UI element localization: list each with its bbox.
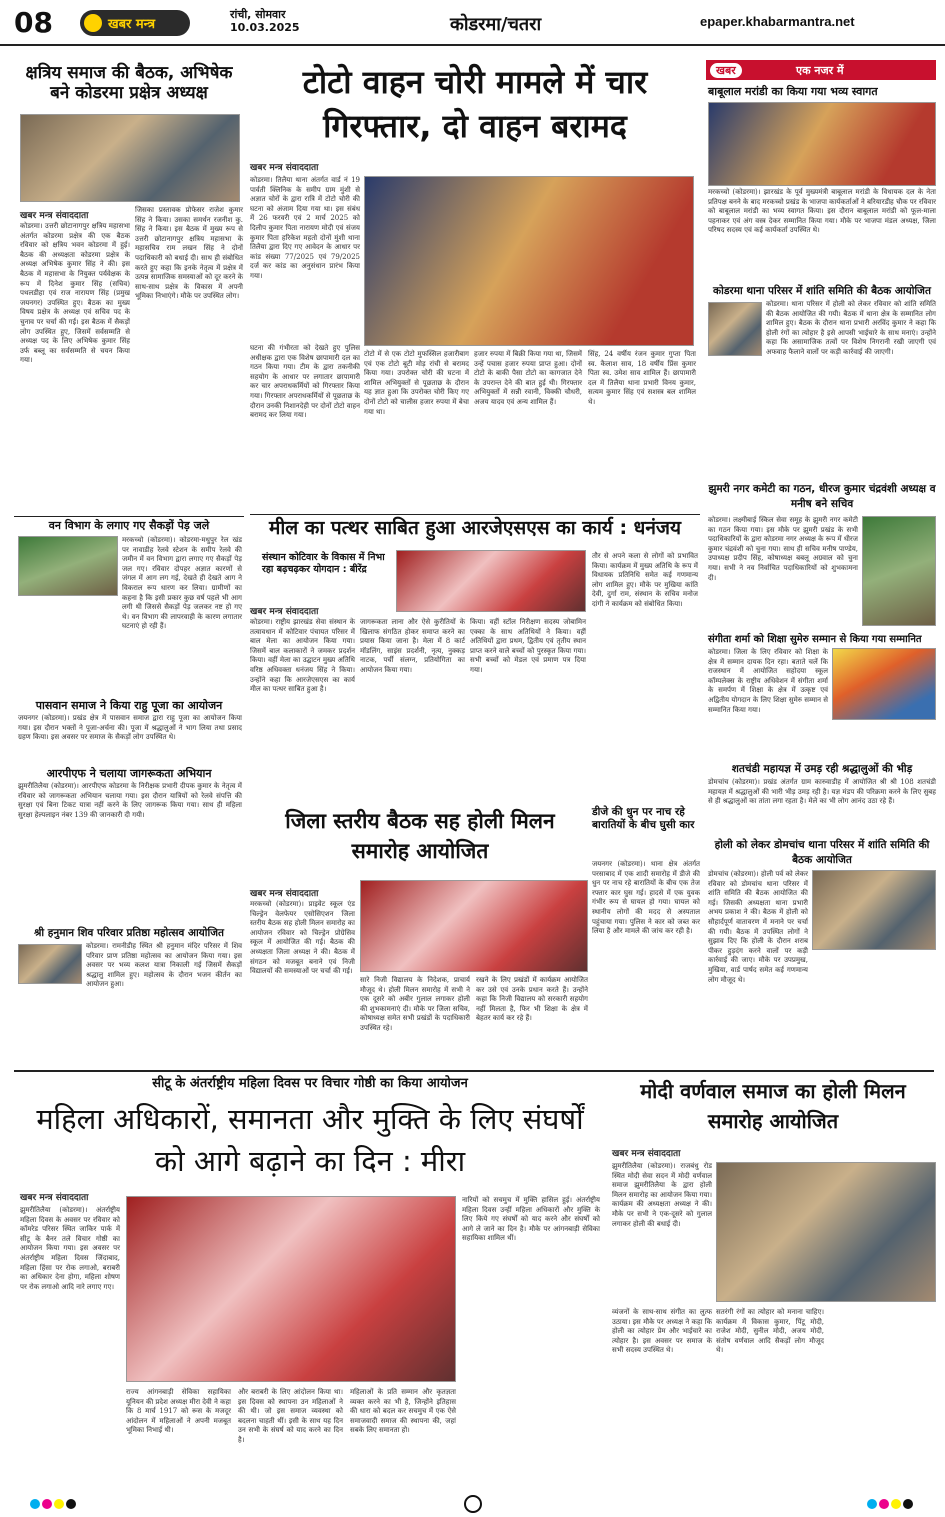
sangeeta-photo: [832, 648, 936, 720]
modi-body-2: व्यंजनों के साथ-साथ संगीत का लुत्फ उठाया। इस मौके पर अध्यक्ष ने कहा कि होली का त्योहार प्रेम और भाईचारे का त्योहार है। इस अवसर पर समाज के सभी सदस्य उपस्थित थे।: [612, 1308, 712, 1355]
milpathar-photo: [396, 550, 586, 612]
mahila-body-5: नारियों को सचमुच में मुक्ति हासिल हुई। अंतर्राष्ट्रीय महिला दिवस उन्हीं महिला अधिकारों और मुक्ति के लिए किये गए संघर्षों को याद करने और संघर्षों को आगे ले जाने का दिन है। मौके पर आंगनबाड़ी सेविका सहायिका शामिल थीं।: [462, 1196, 600, 1243]
mahila-body-1: झुमरीतिलैया (कोडरमा)। अंतर्राष्ट्रीय महिला दिवस के अवसर पर रविवार को कॉमरेड परिसर स्थित जाकिर पार्क में सीटू के बैनर तले विचार गोष्ठी का आयोजन किया गया। इस अवसर पर अंतर्राष्ट्रीय महिला दिवस जिंदाबाद, महिला हिंसा पर रोक लगाओ, बराबरी का अधिकार देना होगा, महिला शोषण पर रोक लगाओ आदि नारे लगाए गए।: [20, 1206, 120, 1291]
babulal-headline: बाबूलाल मरांडी का किया गया भव्य स्वागत: [708, 85, 878, 98]
brand-icon: [84, 14, 102, 32]
mahila-photo: [126, 1196, 456, 1382]
yellow-dot: [891, 1499, 901, 1509]
dj-body: जयनगर (कोडरमा)। थाना क्षेत्र अंतर्गत परसाबाद में एक शादी समारोह में डीजे की धुन पर नाच रहे बारातियों के बीच एक तेज रफ्तार कार घुस गई। हादसे में एक युवक गंभीर रूप से घायल हो गया। घायल को स्थानीय लोगों की मदद से अस्पताल पहुंचाया गया। पुलिस ने कार को जब्त कर लिया है और मामले की जांच कर रही है।: [592, 860, 700, 936]
holi-domchanch-photo: [812, 870, 936, 950]
color-bar-left: [30, 1494, 78, 1513]
holimilan-body-2: सारे निजी विद्यालय के निदेशक, प्राचार्य मौजूद थे। होली मिलन समारोह में सभी ने एक दूसरे को अबीर गुलाल लगाकर होली की शुभकामनाएं दी। मौके पर जिला सचिव, कोषाध्यक्ष समेत सभी प्रखंडों के पदाधिकारी उपस्थित रहे।: [360, 976, 470, 1032]
main-body-1: कोडरमा। तिलैया थाना अंतर्गत वार्ड नं 19 पार्वती क्लिनिक के समीप ग्राम मुंशी से अज्ञात चोरों के द्वारा रात्रि में टोटो चोरी की घटना को अंजाम दिया गया था। इस संबंध में 26 फरवरी एवं 2 मार्च 2025 को दिलीप कुमार पिता नारायण मोदी एवं संजय कुमार पिता हरिकेश महतो दोनों मुंशी थाना तिलैया द्वारा दिए गए आवेदन के आधार पर कांड संख्या 77/2025 एवं 79/2025 दर्ज कर कांड का अनुसंधान प्रारंभ किया गया।: [250, 176, 360, 280]
modi-headline: मोदी वर्णवाल समाज का होली मिलन समारोह आयोजित: [640, 1079, 906, 1133]
holimilan-body-3: रखने के लिए प्रखंडों में कार्यक्रम आयोजित कर उसे एवं उनके प्रधान करते हैं। उन्होंने कहा कि निजी विद्यालय को सरकारी सहयोग नहीं मिलता है, फिर भी शिक्षा के क्षेत्र में बेहतर कार्य कर रहे हैं।: [476, 976, 588, 1023]
shatchandi-headline: शतचंडी महायज्ञ में उमड़ रही श्रद्धालुओं की भीड़: [731, 763, 913, 775]
shatchandi-body: डोमचांच (कोडरमा)। प्रखंड अंतर्गत ग्राम कारुवाडीह में आयोजित श्री श्री 108 शतचंडी महायज्ञ में श्रद्धालुओं की भारी भीड़ उमड़ रही है। यज्ञ मंडप की परिक्रमा करने के लिए सुबह से ही श्रद्धालुओं का तांता लगा रहता है। मेले का भी लोग आनंद उठा रहे हैं।: [708, 778, 936, 806]
shanti-photo: [708, 302, 762, 356]
jhumri-headline: झुमरी नगर कमेटी का गठन, धीरज कुमार चंद्रवंशी अध्यक्ष व मनीष बने सचिव: [708, 483, 936, 510]
dj-headline: डीजे की धुन पर नाच रहे बारातियों के बीच घुसी कार: [592, 806, 695, 831]
milpathar-headline: मील का पत्थर साबित हुआ आरजेएसएस का कार्य : धनंजय: [268, 517, 682, 539]
milpathar-body-1: कोडरमा। राष्ट्रीय झारखंड सेवा संस्थान के तत्वावधान में कोटिवार पंचायत परिसर में बाल मेला का आयोजन किया गया। जिसमें बाल कलाकारों ने जमकर प्रदर्शन किया। वहीं मेला का उद्घाटन मुख्य अतिथि वरिष्ठ अधिवक्ता धनंजय सिंह ने किया। उन्होंने कहा कि आरजेएसएस का कार्य मील का पत्थर साबित हुआ है।: [250, 618, 355, 694]
rahu-body: जयनगर (कोडरमा)। प्रखंड क्षेत्र में पासवान समाज द्वारा राहु पूजा का आयोजन किया गया। इस दौरान भक्तों ने पूजा-अर्चना की। पूजा में श्रद्धालुओं ने भाग लिया तथा प्रसाद ग्रहण किया। इस अवसर पर समाज के सैकड़ों लोग उपस्थित थे।: [18, 714, 242, 742]
magenta-dot: [42, 1499, 52, 1509]
mahila-body-3: और बराबरी के लिए आंदोलन किया था। इस दिवस को स्थापना उन महिलाओं ने की थी। जो इस समाज व्यवस्था को बदलना चाहती थीं। इसी के साथ यह दिन उन सभी के संघर्ष को याद करने का दिन है।: [238, 1388, 343, 1444]
jhumri-body: कोडरमा। लक्ष्मीबाई स्किल सेवा समूह के झुमरी नगर कमेटी का गठन किया गया। इस मौके पर झुमरी प्रखंड के सभी पदाधिकारियों के द्वारा कोडरमा नगर अध्यक्ष के रूप में धीरज कुमार चंद्रवंशी को चुना गया। साथ ही सचिव मनीष पाण्डेय, उपाध्यक्ष प्रदीप सिंह, कोषाध्यक्ष बबलू अग्रवाल को चुना गया। सभी ने नव निर्वाचित पदाधिकारियों को शुभकामना दी।: [708, 516, 858, 582]
modi-body-1: झुमरीतिलैया (कोडरमा)। राजबंधु रोड स्थित मोदी सेवा सदन में मोदी वर्णवाल समाज झुमरीतिलैया के द्वारा होली मिलन समारोह का आयोजन किया गया। कार्यक्रम की अध्यक्षता अध्यक्ष ने की। मौके पर सभी ने एक-दूसरे को गुलाल लगाकर होली की बधाई दी।: [612, 1162, 712, 1228]
bottom-divider: [14, 1070, 934, 1072]
sangeeta-headline: संगीता शर्मा को शिक्षा सुमेरु सम्मान से किया गया सम्मानित: [708, 634, 922, 645]
milpathar-body-4: तौर से अपने कला से लोगों को प्रभावित किया। कार्यक्रम में मुख्य अतिथि के रूप में विधायक प्रतिनिधि समेत कई गणमान्य लोग शामिल हुए। मौके पर मुखिया कांति देवी, दुर्गा राम, संस्थान के सचिव मनोज दांगी ने कार्यक्रम को संबोधित किया।: [592, 552, 698, 608]
tree-body: मरकच्चो (कोडरमा)। कोडरमा-मधुपुर रेल खंड पर नावाडीह रेलवे स्टेशन के समीप रेलवे की जमीन में वन विभाग द्वारा लगाए गए सैकड़ों पेड़ जल गए। रविवार दोपहर अज्ञात कारणों से जंगल में आग लग गई, देखते ही देखते आग ने विकराल रूप धारण कर लिया। ग्रामीणों का कहना है कि इसी प्रकार कुछ वर्ष पहले भी आग लगी थी जिससे सैकड़ों पेड़ जलकर नष्ट हो गए थे। वन विभाग की लापरवाही के कारण लगातार घटनाएं हो रही हैं।: [122, 536, 242, 631]
milpathar-body-3: किया। वहीं स्टॉल निरीक्षण सदस्य जोबामिन एक्का के साथ अतिथियों ने किया। वहीं अतिथियों द्वारा प्रथम, द्वितीय एवं तृतीय स्थान प्राप्त करने वाले बच्चों को पुरस्कृत किया गया। सभी बच्चों को मेडल एवं प्रमाण पत्र दिया गया।: [470, 618, 586, 674]
cyan-dot: [867, 1499, 877, 1509]
rahu-headline: पासवान समाज ने किया राहु पूजा का आयोजन: [35, 699, 223, 712]
hanuman-body: कोडरमा। रामनीडीह स्थित श्री हनुमान मंदिर परिसर में शिव परिवार प्राण प्रतिष्ठा महोत्सव का आयोजन किया गया। इस अवसर पर भव्य कलश यात्रा निकाली गई जिसमें सैकड़ों श्रद्धालु शामिल हुए। महोत्सव के दौरान भजन कीर्तन का आयोजन हुआ।: [86, 942, 242, 989]
color-bar-right: [867, 1494, 915, 1513]
magenta-dot: [879, 1499, 889, 1509]
shanti-body: कोडरमा। थाना परिसर में होली को लेकर रविवार को शांति समिति की बैठक आयोजित की गयी। बैठक में थाना क्षेत्र के सम्मानित लोग शामिल हुए। बैठक के दौरान थाना प्रभारी अरविंद कुमार ने कहा कि होली रंगों का त्योहार है इसे आपसी भाईचारे के साथ मनाएं। उन्होंने कहा कि असामाजिक तत्वों पर विशेष निगरानी रखी जाएगी एवं अफवाह फैलाने वालों पर कड़ी कार्रवाई की जाएगी।: [766, 300, 936, 356]
jhumri-photo: [862, 516, 936, 626]
milpathar-byline: खबर मन्त्र संवाददाता: [250, 607, 319, 617]
main-photo: [364, 176, 694, 346]
yellow-dot: [54, 1499, 64, 1509]
page-number: 08: [14, 6, 53, 39]
holimilan-headline: जिला स्तरीय बैठक सह होली मिलन समारोह आयोजित: [285, 809, 555, 863]
kshatriya-headline: क्षत्रिय समाज की बैठक, अभिषेक बने कोडरमा प्रक्षेत्र अध्यक्ष: [25, 63, 233, 103]
brand-name: खबर मन्त्र: [108, 17, 156, 32]
epaper-url[interactable]: epaper.khabarmantra.net: [700, 14, 855, 29]
holi-domchanch-headline: होली को लेकर डोमचांच थाना परिसर में शांति समिति की बैठक आयोजित: [714, 839, 930, 866]
babulal-body: मरकच्चो (कोडरमा)। झारखंड के पूर्व मुख्यमंत्री बाबूलाल मरांडी के विधायक दल के नेता प्रतिपक्ष बनने के बाद मरकच्चो प्रखंड के भाजपा कार्यकर्ताओं ने बरियारडीह चौक पर रविवार को बाबूलाल मरांडी का भव्य स्वागत किया। इस दौरान बाबूलाल मरांडी को फूल-माला पहनाकर एवं अंग वस्त्र देकर सम्मानित किया गया। मौके पर भाजपा मंडल अध्यक्ष, जिला परिषद सदस्य एवं कई कार्यकर्ता उपस्थित थे।: [708, 188, 937, 235]
main-body-4: हजार रुपया में बिक्री किया गया था, जिसमें उन्हें पचास हजार रुपया प्राप्त हुआ। दोनों टोटो के बाकी पैसा टोटो का कागजात देने के उपरान्त देने की बात हुई थी। गिरफ्तार अभियुक्तों में सन्नी रवानी, विक्की चौधरी, अजय यादव एवं अन्य शामिल हैं।: [474, 350, 582, 406]
city-day: रांची, सोमवार: [230, 8, 286, 21]
registration-mark-icon: [464, 1495, 482, 1513]
page-footer: [0, 1490, 945, 1517]
mahila-headline: महिला अधिकारों, समानता और मुक्ति के लिए संघर्षों को आगे बढ़ाने का दिन : मीरा: [36, 1102, 584, 1178]
shanti-headline: कोडरमा थाना परिसर में शांति समिति की बैठक आयोजित: [713, 285, 931, 297]
tree-headline: वन विभाग के लगाए गए सैकड़ों पेड़ जले: [48, 519, 210, 532]
section-title: कोडरमा/चतरा: [450, 14, 542, 35]
holi-domchanch-body: डोमचांच (कोडरमा)। होली पर्व को लेकर रविवार को डोमचांच थाना परिसर में शांति समिति की बैठक आयोजित की गई। जिसकी अध्यक्षता थाना प्रभारी अभय प्रकाश ने की। बैठक में होली को सौहार्दपूर्ण वातावरण में मनाने पर चर्चा की गयी। बैठक में उपस्थित लोगों ने सुझाव दिए कि होली के दौरान शराब पीकर हुड़दंग करने वालों पर कड़ी कार्रवाई की जाए। मौके पर उपप्रमुख, मुखिया, वार्ड पार्षद समेत कई गणमान्य लोग मौजूद थे।: [708, 870, 808, 984]
brand-logo: [80, 10, 190, 36]
ek-nazar-bar: [706, 60, 936, 80]
page-header: [0, 0, 945, 46]
mahila-body-2: राज्य आंगनबाड़ी सेविका सहायिका यूनियन की प्रदेश अध्यक्ष मीरा देवी ने कहा कि 8 मार्च 1917 को रूस के मजदूर आंदोलन में महिलाओं ने अपनी मजबूत भूमिका निभाई थी।: [126, 1388, 231, 1435]
kshatriya-photo: [20, 114, 240, 202]
modi-byline: खबर मन्त्र संवाददाता: [612, 1149, 681, 1159]
milpathar-pull: संस्थान कोटिवार के विकास में निभा रहा बढ़चढ़कर योगदान : बीरेंद्र: [262, 552, 385, 575]
ek-nazar-label-left: खबर: [710, 63, 742, 78]
kshatriya-body-2: जिसका प्रस्तावक प्रोफेसर राजेश कुमार सिंह ने किया। उसका समर्थन रजनीश कु. सिंह ने किया। इस बैठक में मुख्य रूप से उत्तरी छोटानागपुर क्षत्रिय महासभा के महासचिव राम लखन सिंह ने दोनों पदाधिकारी को बधाई दी। साथ ही संबोधित करते हुए कहा कि इनके नेतृत्व में प्रक्षेत्र में उत्पन्न सामाजिक समस्याओं को दूर करने के साथ-साथ प्रक्षेत्र के विकास में अपनी भूमिका निभाएंगे। मौके पर उपस्थित लोग।: [135, 206, 243, 301]
left-divider-1: [14, 516, 244, 517]
sangeeta-body: कोडरमा। जिला के लिए रविवार को शिक्षा के क्षेत्र में सम्मान दायक दिन रहा। बताते चलें कि राजस्थान में आयोजित सहोदया स्कूल कॉम्पलेक्स के राष्ट्रीय अधिवेशन में संगीता शर्मा के समर्पण में शिक्षा के क्षेत्र में उत्कृष्ट एवं अद्वितीय योगदान के लिए शिक्षा सुमेरु सम्मान से सम्मानित किया गया।: [708, 648, 828, 714]
milpathar-body-2: जागरूकता लाना और ऐसे कुरीतियों के खिलाफ संगठित होकर समाप्त करने का प्रयास किया जाना है। मेला में 8 कार्ट मॉडलिंग, साइंस प्रदर्शनी, नृत्य, नुक्कड़ नाटक, पर्ची संलग्न, प्रतियोगिता का आयोजन किया गया।: [360, 618, 465, 674]
modi-photo: [716, 1162, 936, 1302]
abhiyan-headline: आरपीएफ ने चलाया जागरूकता अभियान: [46, 767, 212, 780]
abhiyan-body: झुमरीतिलैया (कोडरमा)। आरपीएफ कोडरमा के निरीक्षक प्रभारी दीपक कुमार के नेतृत्व में रविवार को जागरूकता अभियान चलाया गया। इस दौरान यात्रियों को रेलवे संपत्ति की सुरक्षा एवं बिना टिकट यात्रा नहीं करने के लिए जागरूक किया गया। साथ ही महिला सुरक्षा हेल्पलाइन नंबर 139 की जानकारी दी गयी।: [18, 782, 242, 819]
date: 10.03.2025: [230, 21, 300, 34]
cyan-dot: [30, 1499, 40, 1509]
babulal-photo: [708, 102, 936, 186]
mahila-body-4: महिलाओं के प्रति सम्मान और कृतज्ञता व्यक्त करने का भी है, जिन्होंने इतिहास की धारा को बदल कर सचमुच में एक ऐसे समाजवादी समाज की स्थापना की, जहां सबके लिए समानता हो।: [350, 1388, 456, 1435]
main-body-2: घटना की गंभीरता को देखते हुए पुलिस अधीक्षक द्वारा एक विशेष छापामारी दल का गठन किया गया। टीम के द्वारा तकनीकी सहयोग के आधार पर लगातार छापामारी कर चार अपराधकर्मियों को गिरफ्तार किया गया। गिरफ्तार अपराधकर्मियों से पूछताछ के दौरान उनकी निशानदेही पर दोनों टोटो वाहन बरामद कर लिया गया।: [250, 344, 360, 420]
holimilan-photo: [360, 880, 588, 972]
hanuman-photo: [18, 944, 82, 984]
holimilan-body-1: मरकच्चो (कोडरमा)। प्राइवेट स्कूल एंड चिल्ड्रेन वेलफेयर एसोसिएशन जिला स्तरीय बैठक सह होली मिलन समारोह का आयोजन रविवार को चिल्ड्रेन प्रोग्रेसिव स्कूल में आयोजित की गई। बैठक की अध्यक्षता जिला अध्यक्ष ने की। बैठक में संगठन को मजबूत बनाने एवं निजी विद्यालयों की समस्याओं पर चर्चा की गई।: [250, 900, 355, 976]
tree-photo: [18, 536, 118, 596]
mahila-byline: खबर मन्त्र संवाददाता: [20, 1193, 89, 1203]
main-headline: टोटो वाहन चोरी मामले में चार गिरफ्तार, दो वाहन बरामद: [302, 63, 648, 145]
main-body-5: सिंह, 24 वर्षीय रंजन कुमार गुप्ता पिता स्व. कैलाश साव, 18 वर्षीय प्रिंस कुमार पिता स्व. उमेश साव शामिल हैं। छापामारी दल में तिलैया थाना प्रभारी विनय कुमार, सत्यम कुमार सिंह एवं सशस्त्र बल शामिल थे।: [588, 350, 696, 406]
main-body-3: टोटो में से एक टोटो मुफस्सिल हजारीबाग एवं एक टोटो बूटी मोड़ रांची से बरामद किया गया। उपरोक्त चोरी की घटना में शामिल अभियुक्तों से पूछताछ के दौरान यह ज्ञात हुआ कि उपरोक्त चोरी किए गए दोनों टोटो को चालीस हजार रुपया में बेचा गया था।: [364, 350, 469, 416]
black-dot: [66, 1499, 76, 1509]
kshatriya-body-1: कोडरमा। उत्तरी छोटानागपुर क्षत्रिय महासभा अंतर्गत कोडरमा प्रक्षेत्र की एक बैठक रविवार को क्षत्रिय भवन कोडरमा में हुई। बैठक की अध्यक्षता कोडरमा प्रक्षेत्र के अध्यक्ष अभिषेक कुमार सिंह ने की। इस बैठक में महासभा के नियुक्त पर्यवेक्षक के रूप में दिनेश कुमार सिंह (सचिव) पथलडीहा एवं राज नारायण सिंह (प्रमुख जयनगर) उपस्थित हुए। बैठक का मुख्य विषय प्रक्षेत्र के अध्यक्ष एवं सचिव पद के चुनाव पर चर्चा की गई। इस बैठक में सैकड़ों लोग उपस्थित हुए, जिसमें सर्वसम्मति से अध्यक्ष पद के लिए अभिषेक कुमार सिंह उर्फ बब्लू का सर्वसम्मति से चयन किया गया।: [20, 222, 130, 365]
ek-nazar-label-right: एक नजर में: [796, 64, 844, 77]
mid-divider-1: [250, 514, 700, 515]
hanuman-headline: श्री हनुमान शिव परिवार प्रतिष्ठा महोत्सव आयोजित: [34, 927, 224, 939]
dateline: [230, 8, 300, 34]
black-dot: [903, 1499, 913, 1509]
modi-body-3: सतरंगी रंगों का त्योहार को मनाना चाहिए। कार्यक्रम में विकास कुमार, पिंटू मोदी, राजेश मोदी, सुनील मोदी, अजय मोदी, संतोष वर्णवाल आदि सैकड़ों लोग मौजूद थे।: [716, 1308, 824, 1355]
main-byline: खबर मन्त्र संवाददाता: [250, 163, 319, 173]
kshatriya-byline: खबर मन्त्र संवाददाता: [20, 211, 89, 221]
holimilan-byline: खबर मन्त्र संवाददाता: [250, 889, 319, 899]
mahila-kicker: सीटू के अंतर्राष्ट्रीय महिला दिवस पर विचार गोष्ठी का किया आयोजन: [152, 1076, 468, 1091]
